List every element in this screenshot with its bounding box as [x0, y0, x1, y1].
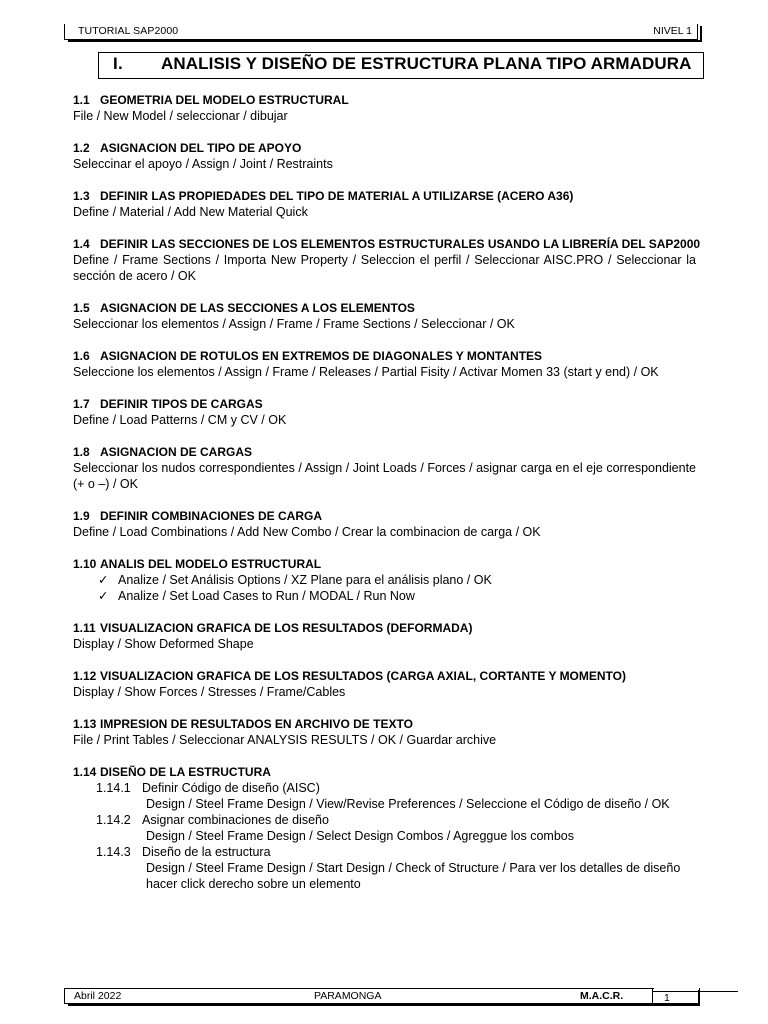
section-title: ANALIS DEL MODELO ESTRUCTURAL [100, 557, 322, 571]
section [73, 396, 696, 428]
subsection-title: Diseño de la estructura [142, 845, 271, 859]
section-title: ASIGNACION DEL TIPO DE APOYO [100, 141, 302, 155]
section [73, 716, 696, 748]
section-heading [73, 620, 696, 636]
page-number: 1 [664, 992, 670, 1004]
section-instructions: Display / Show Forces / Stresses / Frame/Cables [73, 685, 346, 699]
checkmark-icon: ✓ [98, 589, 109, 603]
footer-author: M.A.C.R. [580, 990, 624, 1002]
header-shadow-bottom [68, 40, 702, 42]
footer-shadow [68, 1004, 700, 1006]
check-list-text: Analize / Set Load Cases to Run / MODAL / Run Now [118, 589, 415, 603]
section-heading [73, 300, 696, 316]
section-title: DISEÑO DE LA ESTRUCTURA [100, 765, 271, 779]
section-number: 1.9 [73, 509, 90, 523]
subsection-instructions: Design / Steel Frame Design / View/Revise Preferences / Seleccione el Código de diseño / OK [146, 797, 670, 811]
section-heading [73, 716, 696, 732]
header-doc-title: TUTORIAL SAP2000 [78, 25, 179, 37]
section-number: 1.12 [73, 669, 97, 683]
section-title: DEFINIR LAS PROPIEDADES DEL TIPO DE MATERIAL A UTILIZARSE (ACERO A36) [100, 189, 574, 203]
section-number: 1.3 [73, 189, 90, 203]
subsection-title: Definir Código de diseño (AISC) [142, 781, 320, 795]
section [73, 236, 701, 284]
document-body [73, 92, 701, 908]
section-number: 1.7 [73, 397, 90, 411]
section-title: ASIGNACION DE LAS SECCIONES A LOS ELEMENTOS [100, 301, 415, 315]
subsection-heading [96, 812, 696, 828]
section-instructions: Define / Load Patterns / CM y CV / OK [73, 413, 287, 427]
section-instructions: File / Print Tables / Seleccionar ANALYSIS RESULTS / OK / Guardar archive [73, 733, 497, 747]
subsection-number: 1.14.1 [96, 781, 131, 795]
footer-date: Abril 2022 [74, 990, 122, 1002]
section [73, 508, 696, 540]
section [73, 348, 696, 380]
section-instructions: Define / Material / Add New Material Quick [73, 205, 308, 219]
section-heading [73, 668, 696, 684]
subsection-heading [96, 844, 696, 860]
section-title: DEFINIR LAS SECCIONES DE LOS ELEMENTOS ESTRUCTURALES USANDO LA LIBRERÍA DEL SAP2000 [100, 237, 701, 251]
subsection-number: 1.14.3 [96, 845, 131, 859]
header-level: NIVEL 1 [653, 25, 692, 37]
footer-place: PARAMONGA [314, 990, 382, 1002]
section-title: GEOMETRIA DEL MODELO ESTRUCTURAL [100, 93, 349, 107]
subsection-title: Asignar combinaciones de diseño [142, 813, 329, 827]
section-number: 1.5 [73, 301, 90, 315]
section-instructions: Define / Frame Sections / Importa New Property / Seleccion el perfil / Seleccionar AISC.PRO / Seleccionar la sección de acero / OK [73, 253, 696, 283]
section-heading [73, 396, 696, 412]
section-heading [73, 188, 696, 204]
section-instructions: Seleccinar el apoyo / Assign / Joint / Restraints [73, 157, 333, 171]
section-title: ASIGNACION DE ROTULOS EN EXTREMOS DE DIAGONALES Y MONTANTES [100, 349, 543, 363]
subsection-instructions: Design / Steel Frame Design / Start Design / Check of Structure / Para ver los detalles de diseño hacer click derecho sobre un elemento [146, 861, 681, 891]
page-header [64, 24, 704, 42]
section-instructions: Seleccione los elementos / Assign / Frame / Releases / Partial Fisity / Activar Momen 33 (start y end) / OK [73, 365, 659, 379]
section-number: 1.13 [73, 717, 97, 731]
section [73, 92, 696, 124]
section-heading [73, 348, 696, 364]
footer-top-rule [64, 988, 654, 989]
section-instructions: Seleccionar los elementos / Assign / Frame / Frame Sections / Seleccionar / OK [73, 317, 515, 331]
checkmark-icon: ✓ [98, 573, 109, 587]
section-heading [73, 236, 701, 252]
check-list-item [98, 588, 696, 604]
section-title: VISUALIZACION GRAFICA DE LOS RESULTADOS (CARGA AXIAL, CORTANTE Y MOMENTO) [100, 669, 627, 683]
subsection-number: 1.14.2 [96, 813, 131, 827]
header-shadow [700, 26, 702, 41]
subsection [73, 812, 696, 844]
subsection [73, 780, 696, 812]
section-instructions: Display / Show Deformed Shape [73, 637, 254, 651]
section-title: DEFINIR COMBINACIONES DE CARGA [100, 509, 323, 523]
section-instructions: Seleccionar los nudos correspondientes / Assign / Joint Loads / Forces / asignar carga en el eje correspondiente (+ o –) / OK [73, 461, 696, 491]
section-number: 1.11 [73, 621, 96, 635]
subsection-instructions: Design / Steel Frame Design / Select Design Combos / Agreggue los combos [146, 829, 574, 843]
section [73, 188, 696, 220]
section [73, 668, 696, 700]
section-heading [73, 444, 696, 460]
check-list [73, 572, 696, 604]
section [73, 620, 696, 652]
section [73, 444, 696, 492]
section-heading [73, 140, 696, 156]
section-heading [73, 556, 696, 572]
section-number: 1.1 [73, 93, 90, 107]
section-title: VISUALIZACION GRAFICA DE LOS RESULTADOS (DEFORMADA) [100, 621, 473, 635]
section-instructions: File / New Model / seleccionar / dibujar [73, 109, 288, 123]
section-title: DEFINIR TIPOS DE CARGAS [100, 397, 263, 411]
section-heading [73, 764, 696, 780]
page-footer [64, 988, 704, 1008]
subsection [73, 844, 696, 892]
subsection-heading [96, 780, 696, 796]
footer-shadow-right [698, 990, 700, 1006]
section [73, 300, 696, 332]
section-title: ASIGNACION DE CARGAS [100, 445, 253, 459]
section-title: IMPRESION DE RESULTADOS EN ARCHIVO DE TEXTO [100, 717, 413, 731]
section [73, 556, 696, 604]
chapter-number: I. [113, 54, 124, 73]
section-heading [73, 92, 696, 108]
check-list-item [98, 572, 696, 588]
section-number: 1.4 [73, 237, 90, 251]
section [73, 140, 696, 172]
section-number: 1.8 [73, 445, 90, 459]
section-instructions: Define / Load Combinations / Add New Combo / Crear la combinacion de carga / OK [73, 525, 541, 539]
check-list-text: Analize / Set Análisis Options / XZ Plane para el análisis plano / OK [118, 573, 492, 587]
chapter-title-box [98, 52, 704, 79]
chapter-title: ANALISIS Y DISEÑO DE ESTRUCTURA PLANA TIPO ARMADURA [161, 54, 692, 73]
section-number: 1.6 [73, 349, 90, 363]
section [73, 764, 696, 892]
section-heading [73, 508, 696, 524]
section-number: 1.10 [73, 557, 97, 571]
section-number: 1.14 [73, 765, 97, 779]
section-number: 1.2 [73, 141, 90, 155]
